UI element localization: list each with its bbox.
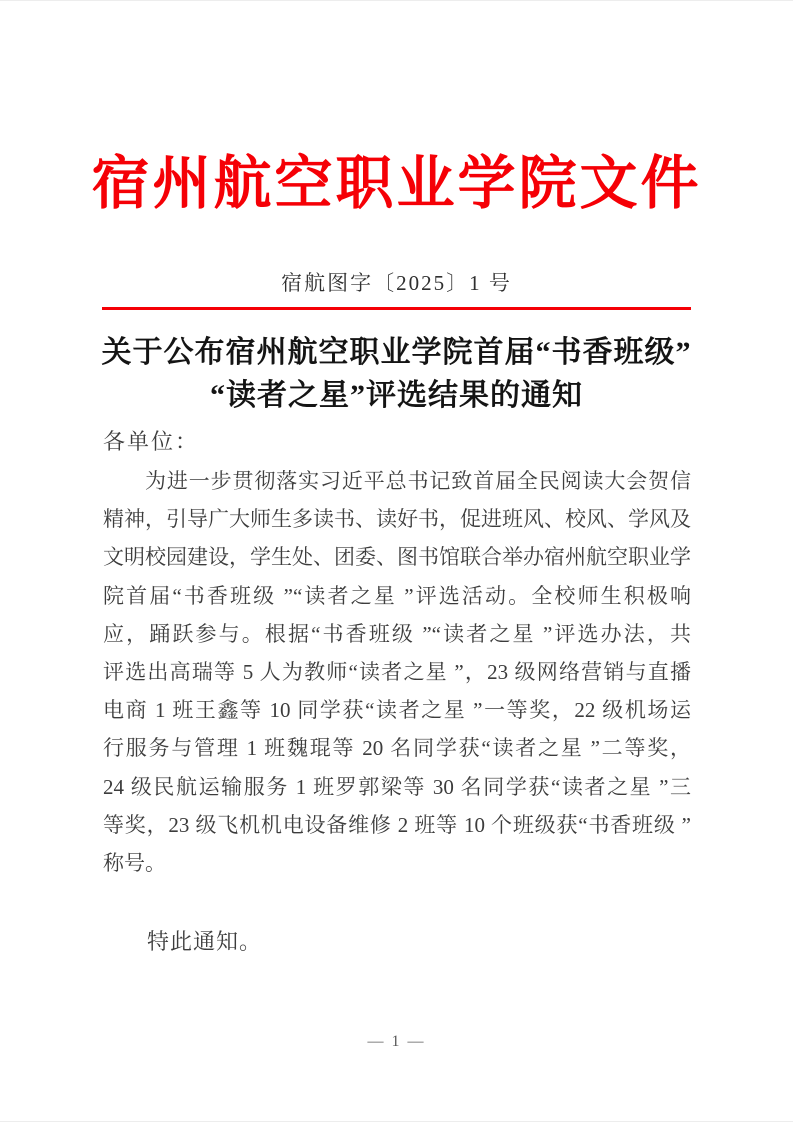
body-line: 称号。 — [103, 851, 166, 876]
body-paragraph — [103, 462, 691, 882]
body-line: 24 级民航运输服务 1 班罗郭梁等 30 名同学获“读者之星 ”三 — [103, 774, 691, 799]
body-line: 电商 1 班王鑫等 10 同学获“读者之星 ”一等奖，22 级机场运 — [103, 698, 691, 723]
body-line: 应，踊跃参与。根据“书香班级 ”“读者之星 ”评选办法，共 — [103, 621, 691, 646]
body-line: 精神，引导广大师生多读书、读好书，促进班风、校风、学风及 — [103, 507, 691, 532]
body-line: 院首届“书香班级 ”“读者之星 ”评选活动。全校师生积极响 — [103, 583, 691, 608]
body-line: 等奖，23 级飞机机电设备维修 2 班等 10 个班级获“书香班级 ” — [103, 812, 691, 837]
document-title-line2: “读者之星”评选结果的通知 — [210, 379, 583, 412]
page-number: — 1 — — [367, 1033, 426, 1050]
body-line: 文明校园建设，学生处、团委、图书馆联合举办宿州航空职业学 — [103, 545, 691, 570]
body-line: 行服务与管理 1 班魏琨等 20 名同学获“读者之星 ”二等奖， — [103, 736, 691, 761]
salutation: 各单位： — [103, 429, 200, 454]
body-line: 评选出高瑞等 5 人为教师“读者之星 ”，23 级网络营销与直播 — [103, 660, 691, 685]
document-number: 宿航图字〔2025〕1 号 — [281, 271, 512, 295]
agency-header-title: 宿州航空职业学院文件 — [91, 151, 702, 216]
body-line: 为进一步贯彻落实习近平总书记致首届全民阅读大会贺信 — [145, 469, 691, 493]
document-title — [0, 331, 793, 417]
document-title-line1: 关于公布宿州航空职业学院首届“书香班级” — [101, 336, 692, 369]
red-divider-line — [102, 307, 691, 310]
closing-notice: 特此通知。 — [147, 929, 263, 954]
